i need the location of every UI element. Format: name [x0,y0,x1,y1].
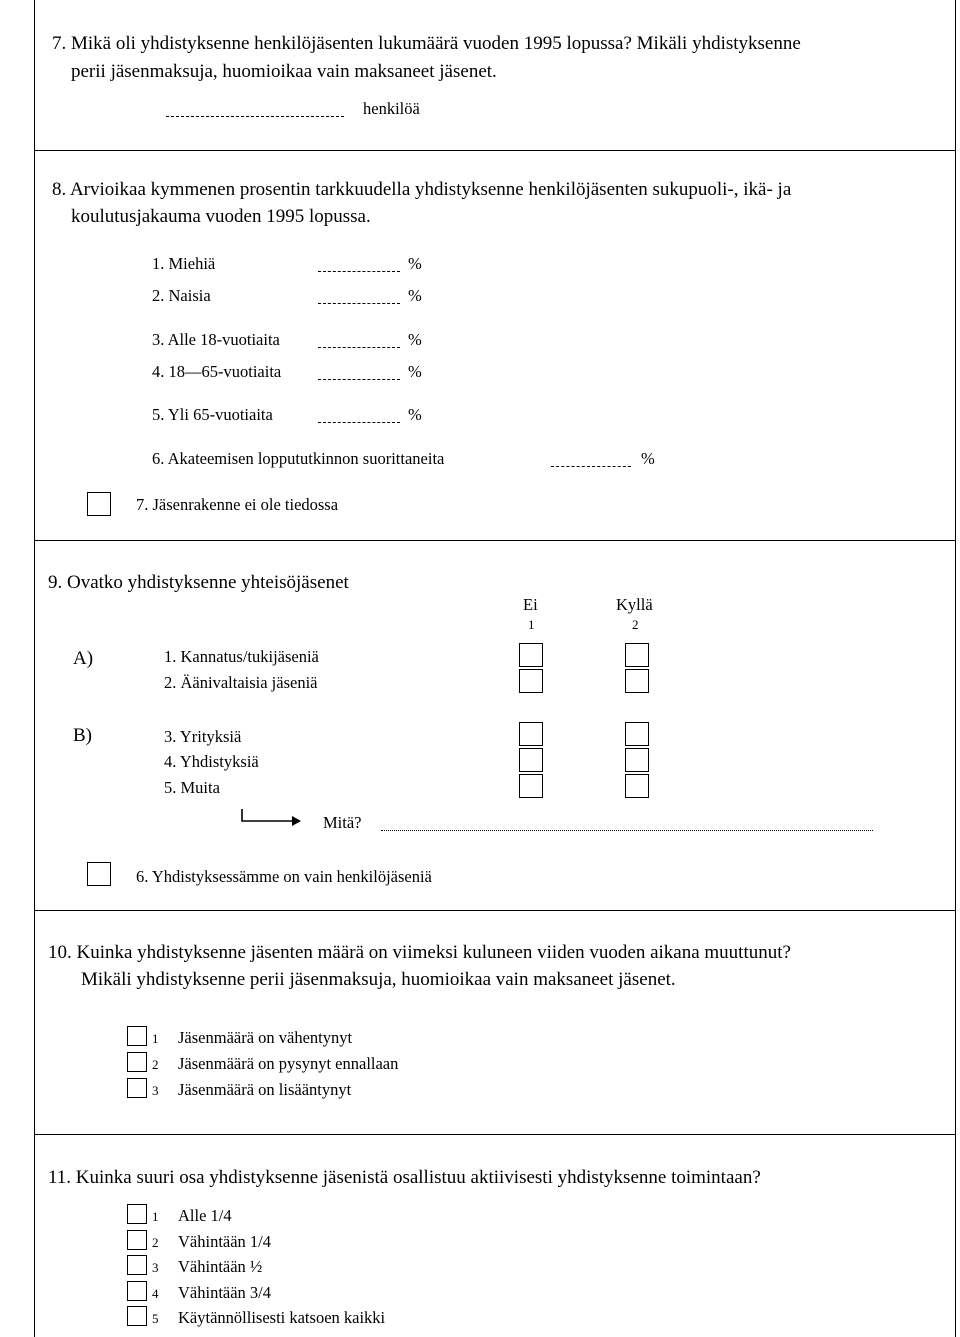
academic-percent-field[interactable] [551,466,631,467]
col-header-kylla-number: 2 [632,617,639,632]
q7-text-line2: perii jäsenmaksuja, huomioikaa vain maksaneet jäsenet. [71,61,497,82]
q9-item-companies: 3. Yrityksiä [164,727,242,746]
option-at-least-quarter-label: Vähintään 1/4 [178,1232,272,1251]
companies-ei-checkbox[interactable] [519,722,543,746]
option-number: 1 [152,1031,159,1046]
percent-label: % [641,449,655,468]
percent-label: % [408,405,422,424]
only-persons-checkbox[interactable] [87,862,111,886]
q9-item-voting: 2. Äänivaltaisia jäseniä [164,673,318,692]
associations-kylla-checkbox[interactable] [625,748,649,772]
q8-item-under-18: 3. Alle 18-vuotiaita [152,330,280,349]
group-a-label: A) [73,648,94,669]
col-header-kylla: Kyllä [616,595,653,614]
percent-label: % [408,362,422,381]
option-number: 1 [152,1209,159,1224]
supporting-kylla-checkbox[interactable] [625,643,649,667]
option-number: 3 [152,1260,159,1275]
percent-label: % [408,330,422,349]
under-quarter-checkbox[interactable] [127,1204,147,1224]
increased-checkbox[interactable] [127,1078,147,1098]
q9-item-other: 5. Muita [164,778,220,797]
q7-text-line1: 7. Mikä oli yhdistyksenne henkilöjäsenten lukumäärä vuoden 1995 lopussa? Mikäli yhdistyksenne [52,33,801,54]
other-specify-field[interactable] [381,830,873,831]
women-percent-field[interactable] [318,303,400,304]
q9-item-supporting: 1. Kannatus/tukijäseniä [164,647,319,666]
other-ei-checkbox[interactable] [519,774,543,798]
at-least-half-checkbox[interactable] [127,1255,147,1275]
q8-item-men: 1. Miehiä [152,254,216,273]
structure-unknown-checkbox[interactable] [87,492,111,516]
practically-all-checkbox[interactable] [127,1306,147,1326]
arrow-right-icon [240,808,302,828]
q8-item-unknown: 7. Jäsenrakenne ei ole tiedossa [136,495,339,514]
option-at-least-half-label: Vähintään ½ [178,1257,263,1276]
supporting-ei-checkbox[interactable] [519,643,543,667]
unchanged-checkbox[interactable] [127,1052,147,1072]
q8-text-line1: 8. Arvioikaa kymmenen prosentin tarkkuudella yhdistyksenne henkilöjäsenten sukupuoli-, ikä- ja [52,179,792,200]
question-9-section [34,541,956,911]
under-18-percent-field[interactable] [318,347,400,348]
q8-item-academic: 6. Akateemisen loppututkinnon suorittaneita [152,449,445,468]
option-number: 4 [152,1286,159,1301]
col-header-ei: Ei [523,595,538,614]
q9-item-associations: 4. Yhdistyksiä [164,752,259,771]
option-number: 2 [152,1057,159,1072]
men-percent-field[interactable] [318,271,400,272]
decreased-checkbox[interactable] [127,1026,147,1046]
q8-item-18-65: 4. 18—65-vuotiaita [152,362,282,381]
voting-ei-checkbox[interactable] [519,669,543,693]
option-number: 2 [152,1235,159,1250]
group-b-label: B) [73,725,92,746]
associations-ei-checkbox[interactable] [519,748,543,772]
q9-only-persons: 6. Yhdistyksessämme on vain henkilöjäseniä [136,867,432,886]
over-65-percent-field[interactable] [318,422,400,423]
option-practically-all-label: Käytännöllisesti katsoen kaikki [178,1308,386,1327]
option-unchanged-label: Jäsenmäärä on pysynyt ennallaan [178,1054,399,1073]
col-header-ei-number: 1 [528,617,535,632]
q7-unit-label: henkilöä [363,99,420,118]
voting-kylla-checkbox[interactable] [625,669,649,693]
q10-text-line2: Mikäli yhdistyksenne perii jäsenmaksuja, huomioikaa vain maksaneet jäsenet. [81,969,676,990]
option-increased-label: Jäsenmäärä on lisääntynyt [178,1080,352,1099]
at-least-three-quarters-checkbox[interactable] [127,1281,147,1301]
age-18-65-percent-field[interactable] [318,379,400,380]
mita-label: Mitä? [323,813,362,832]
q11-text-line1: 11. Kuinka suuri osa yhdistyksenne jäsenistä osallistuu aktiivisesti yhdistyksenne toimintaan? [48,1167,761,1188]
member-count-field[interactable] [166,116,344,117]
q8-item-women: 2. Naisia [152,286,211,305]
percent-label: % [408,254,422,273]
at-least-quarter-checkbox[interactable] [127,1230,147,1250]
option-under-quarter-label: Alle 1/4 [178,1206,232,1225]
companies-kylla-checkbox[interactable] [625,722,649,746]
option-decreased-label: Jäsenmäärä on vähentynyt [178,1028,353,1047]
q8-text-line2: koulutusjakauma vuoden 1995 lopussa. [71,206,371,227]
q9-title: 9. Ovatko yhdistyksenne yhteisöjäsenet [48,572,349,593]
q10-text-line1: 10. Kuinka yhdistyksenne jäsenten määrä on viimeksi kuluneen viiden vuoden aikana muuttunut? [48,942,791,963]
option-number: 3 [152,1083,159,1098]
option-at-least-three-quarters-label: Vähintään 3/4 [178,1283,272,1302]
q8-item-over-65: 5. Yli 65-vuotiaita [152,405,273,424]
other-kylla-checkbox[interactable] [625,774,649,798]
percent-label: % [408,286,422,305]
option-number: 5 [152,1311,159,1326]
question-11-section [34,1135,956,1337]
